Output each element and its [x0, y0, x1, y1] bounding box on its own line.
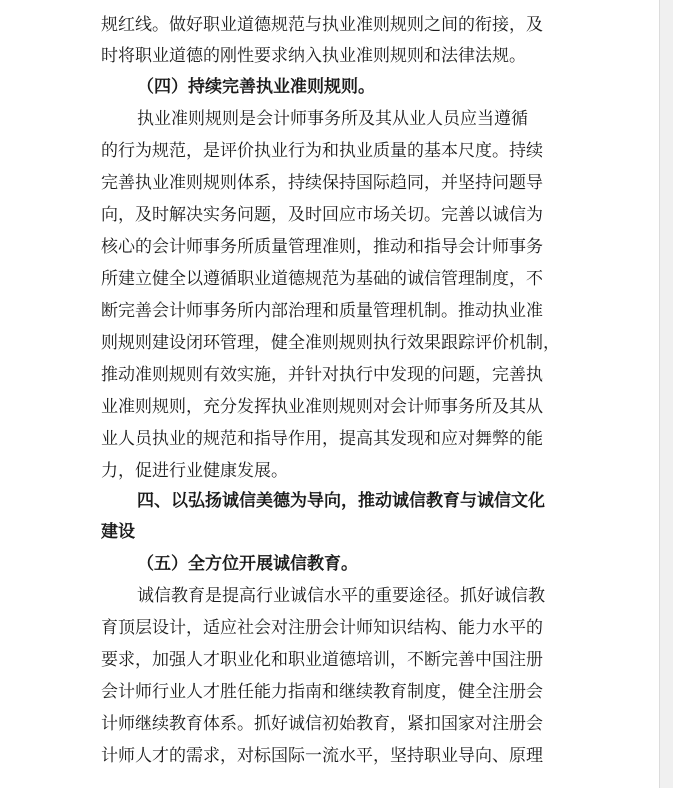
body-line: 计师继续教育体系。抓好诚信初始教育，紧扣国家对注册会: [101, 714, 543, 734]
section-heading-4: 四、以弘扬诚信美德为导向，推动诚信教育与诚信文化: [137, 491, 545, 511]
body-line: 则规则建设闭环管理，健全准则规则执行效果跟踪评价机制，: [101, 333, 560, 353]
vertical-scrollbar[interactable]: [659, 0, 673, 788]
body-line: 的行为规范，是评价执业行为和执业质量的基本尺度。持续: [101, 141, 543, 161]
body-line: 所建立健全以遵循职业道德规范为基础的诚信管理制度，不: [101, 269, 543, 289]
subheading-4: （四）持续完善执业准则规则。: [137, 77, 375, 97]
body-line: 业准则规则，充分发挥执业准则规则对会计师事务所及其从: [101, 397, 543, 417]
body-line: 计师人才的需求，对标国际一流水平，坚持职业导向、原理: [101, 746, 543, 766]
body-line: 核心的会计师事务所质量管理准则，推动和指导会计师事务: [101, 237, 543, 257]
body-line: 完善执业准则规则体系，持续保持国际趋同，并坚持问题导: [101, 173, 543, 193]
body-line: 断完善会计师事务所内部治理和质量管理机制。推动执业准: [101, 301, 543, 321]
section-heading-4-cont: 建设: [101, 522, 135, 542]
subheading-5: （五）全方位开展诚信教育。: [137, 554, 358, 574]
body-line: 诚信教育是提高行业诚信水平的重要途径。抓好诚信教: [137, 586, 545, 606]
body-line: 要求，加强人才职业化和职业道德培训，不断完善中国注册: [101, 650, 543, 670]
body-line: 推动准则规则有效实施，并针对执行中发现的问题，完善执: [101, 365, 543, 385]
body-line: 时将职业道德的刚性要求纳入执业准则规则和法律法规。: [101, 46, 526, 66]
body-line: 育顶层设计，适应社会对注册会计师知识结构、能力水平的: [101, 618, 543, 638]
body-line: 会计师行业人才胜任能力指南和继续教育制度，健全注册会: [101, 682, 543, 702]
body-line: 执业准则规则是会计师事务所及其从业人员应当遵循: [137, 109, 528, 129]
body-line: 力，促进行业健康发展。: [101, 461, 288, 481]
body-line: 向，及时解决实务问题，及时回应市场关切。完善以诚信为: [101, 205, 543, 225]
body-line: 业人员执业的规范和指导作用，提高其发现和应对舞弊的能: [101, 429, 543, 449]
body-line: 规红线。做好职业道德规范与执业准则规则之间的衔接，及: [101, 15, 543, 35]
